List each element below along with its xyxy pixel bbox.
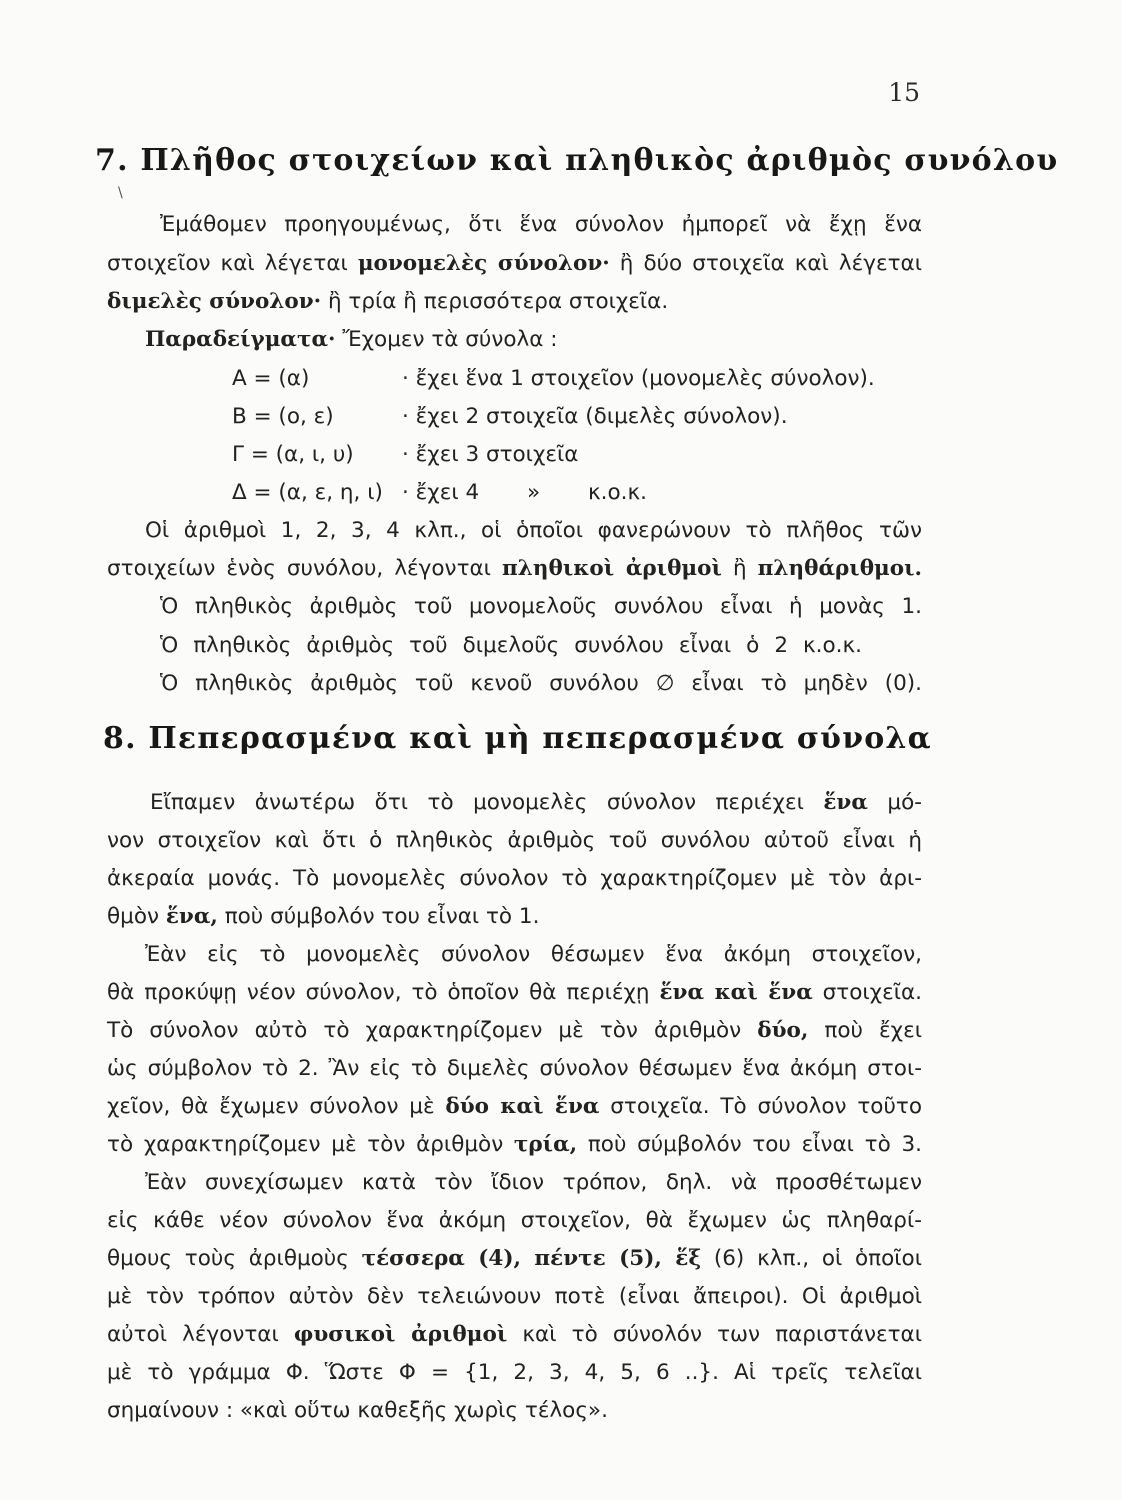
s8-p1-line-3: ἀκεραία μονάς. Τὸ μονομελὲς σύνολον τὸ χαρακτηρίζομεν μὲ τὸν ἀρι-	[107, 866, 922, 891]
example-set-c: Γ = (α, ι, υ)	[232, 442, 354, 467]
examples-intro: Παραδείγματα· Ἔχομεν τὰ σύνολα :	[145, 327, 558, 352]
example-desc-b: · ἔχει 2 στοιχεῖα (διμελὲς σύνολον).	[402, 404, 788, 429]
s8-p2-line-1: Ἐὰν εἰς τὸ μονομελὲς σύνολον θέσωμεν ἕνα ἀκόμη στοιχεῖον,	[145, 942, 922, 967]
term-tessera-pente-ex: τέσσερα (4), πέντε (5), ἕξ	[361, 1246, 702, 1271]
s8-p2-line-3: Τὸ σύνολον αὐτὸ τὸ χαρακτηρίζομεν μὲ τὸν ἀριθμὸν δύο, ποὺ ἔχει	[107, 1018, 922, 1043]
s8-p1-line-1: Εἴπαμεν ἀνωτέρω ὅτι τὸ μονομελὲς σύνολον περιέχει ἕνα μό-	[150, 790, 922, 815]
term-ena-kai-ena: ἕνα καὶ ἕνα	[659, 980, 813, 1005]
s8-p1-line-4: θμὸν ἕνα, ποὺ σύμβολόν του εἶναι τὸ 1.	[107, 904, 540, 929]
s8-p3-line-6: μὲ τὸ γράμμα Φ. Ὥστε Φ = {1, 2, 3, 4, 5, 6 ..}. Αἱ τρεῖς τελεῖαι	[107, 1360, 922, 1385]
s8-p2-line-2: θὰ προκύψῃ νέον σύνολον, τὸ ὁποῖον θὰ περιέχῃ ἕνα καὶ ἕνα στοιχεῖα.	[107, 980, 923, 1005]
term-fysikoi-arithmoi: φυσικοὶ ἀριθμοὶ	[293, 1322, 508, 1347]
example-desc-d: · ἔχει 4 » κ.ο.κ.	[402, 480, 647, 505]
term-plitharithmoi: πληθάριθμοι.	[757, 556, 923, 581]
fact-3: Ὁ πληθικὸς ἀριθμὸς τοῦ κενοῦ συνόλου ∅ εἶναι τὸ μηδὲν (0).	[160, 671, 922, 696]
s7-p2-line-1: Οἱ ἀριθμοὶ 1, 2, 3, 4 κλπ., οἱ ὁποῖοι φανερώνουν τὸ πλῆθος τῶν	[145, 518, 922, 543]
section-7-heading: 7. Πλῆθος στοιχείων καὶ πληθικὸς ἀριθμὸς συνόλου	[95, 143, 1059, 178]
s8-p3-line-4: μὲ τὸν τρόπον αὐτὸν δὲν τελειώνουν ποτὲ (εἶναι ἄπειροι). Οἱ ἀριθμοὶ	[107, 1284, 922, 1309]
s7-p1-line-2: στοιχεῖον καὶ λέγεται μονομελὲς σύνολον· ἢ δύο στοιχεῖα καὶ λέγεται	[107, 251, 923, 276]
term-plithikoi: πληθικοὶ ἀριθμοὶ	[502, 556, 722, 581]
s8-p3-line-2: εἰς κάθε νέον σύνολον ἕνα ἀκόμη στοιχεῖον, θὰ ἔχωμεν ὡς πληθαρί-	[107, 1208, 922, 1233]
fact-1: Ὁ πληθικὸς ἀριθμὸς τοῦ μονομελοῦς συνόλου εἶναι ἡ μονὰς 1.	[160, 594, 922, 619]
example-set-b: Β = (ο, ε)	[232, 404, 334, 429]
s7-p2-line-2: στοιχείων ἑνὸς συνόλου, λέγονται πληθικοὶ ἀριθμοὶ ἢ πληθάριθμοι.	[107, 556, 923, 581]
s8-p2-line-5: χεῖον, θὰ ἔχωμεν σύνολον μὲ δύο καὶ ἕνα στοιχεῖα. Τὸ σύνολον τοῦτο	[107, 1094, 922, 1119]
s8-p3-line-5: αὐτοὶ λέγονται φυσικοὶ ἀριθμοὶ καὶ τὸ σύνολόν των παριστάνεται	[107, 1322, 922, 1347]
term-tria: τρία,	[513, 1132, 578, 1157]
example-set-d: Δ = (α, ε, η, ι)	[232, 480, 383, 505]
s7-p1-line-3: διμελὲς σύνολον· ἢ τρία ἢ περισσότερα στοιχεῖα.	[107, 289, 669, 314]
term-monomeles: μονομελὲς σύνολον·	[357, 251, 610, 276]
term-ena-2: ἕνα,	[165, 904, 218, 929]
print-mark: \	[118, 185, 123, 201]
term-dyo-kai-ena: δύο καὶ ἕνα	[445, 1094, 600, 1119]
examples-label: Παραδείγματα·	[145, 327, 336, 352]
s8-p3-line-7: σημαίνουν : «καὶ οὕτω καθεξῆς χωρὶς τέλος».	[107, 1398, 608, 1423]
fact-2: Ὁ πληθικὸς ἀριθμὸς τοῦ διμελοῦς συνόλου εἶναι ὁ 2 κ.ο.κ.	[160, 633, 862, 658]
page-number: 15	[888, 78, 920, 107]
example-set-a: Α = (α)	[232, 366, 310, 391]
s8-p3-line-3: θμους τοὺς ἀριθμοὺς τέσσερα (4), πέντε (5), ἕξ (6) κλπ., οἱ ὁποῖοι	[107, 1246, 922, 1271]
s8-p1-line-2: νον στοιχεῖον καὶ ὅτι ὁ πληθικὸς ἀριθμὸς τοῦ συνόλου αὐτοῦ εἶναι ἡ	[107, 828, 922, 853]
s8-p3-line-1: Ἐὰν συνεχίσωμεν κατὰ τὸν ἴδιον τρόπον, δηλ. νὰ προσθέτωμεν	[145, 1170, 922, 1195]
s7-p1-line-1: Ἐμάθομεν προηγουμένως, ὅτι ἕνα σύνολον ἠμπορεῖ νὰ ἔχῃ ἕνα	[160, 212, 922, 237]
term-dyo: δύο,	[757, 1018, 809, 1043]
example-desc-c: · ἔχει 3 στοιχεῖα	[402, 442, 579, 467]
term-dimeles: διμελὲς σύνολον·	[107, 289, 322, 314]
section-8-heading: 8. Πεπερασμένα καὶ μὴ πεπερασμένα σύνολα	[103, 721, 932, 756]
s8-p2-line-4: ὡς σύμβολον τὸ 2. Ἂν εἰς τὸ διμελὲς σύνολον θέσωμεν ἕνα ἀκόμη στοι-	[107, 1056, 922, 1081]
example-desc-a: · ἔχει ἕνα 1 στοιχεῖον (μονομελὲς σύνολον).	[402, 366, 875, 391]
s8-p2-line-6: τὸ χαρακτηρίζομεν μὲ τὸν ἀριθμὸν τρία, ποὺ σύμβολόν του εἶναι τὸ 3.	[107, 1132, 922, 1157]
term-ena-1: ἕνα	[823, 790, 868, 815]
